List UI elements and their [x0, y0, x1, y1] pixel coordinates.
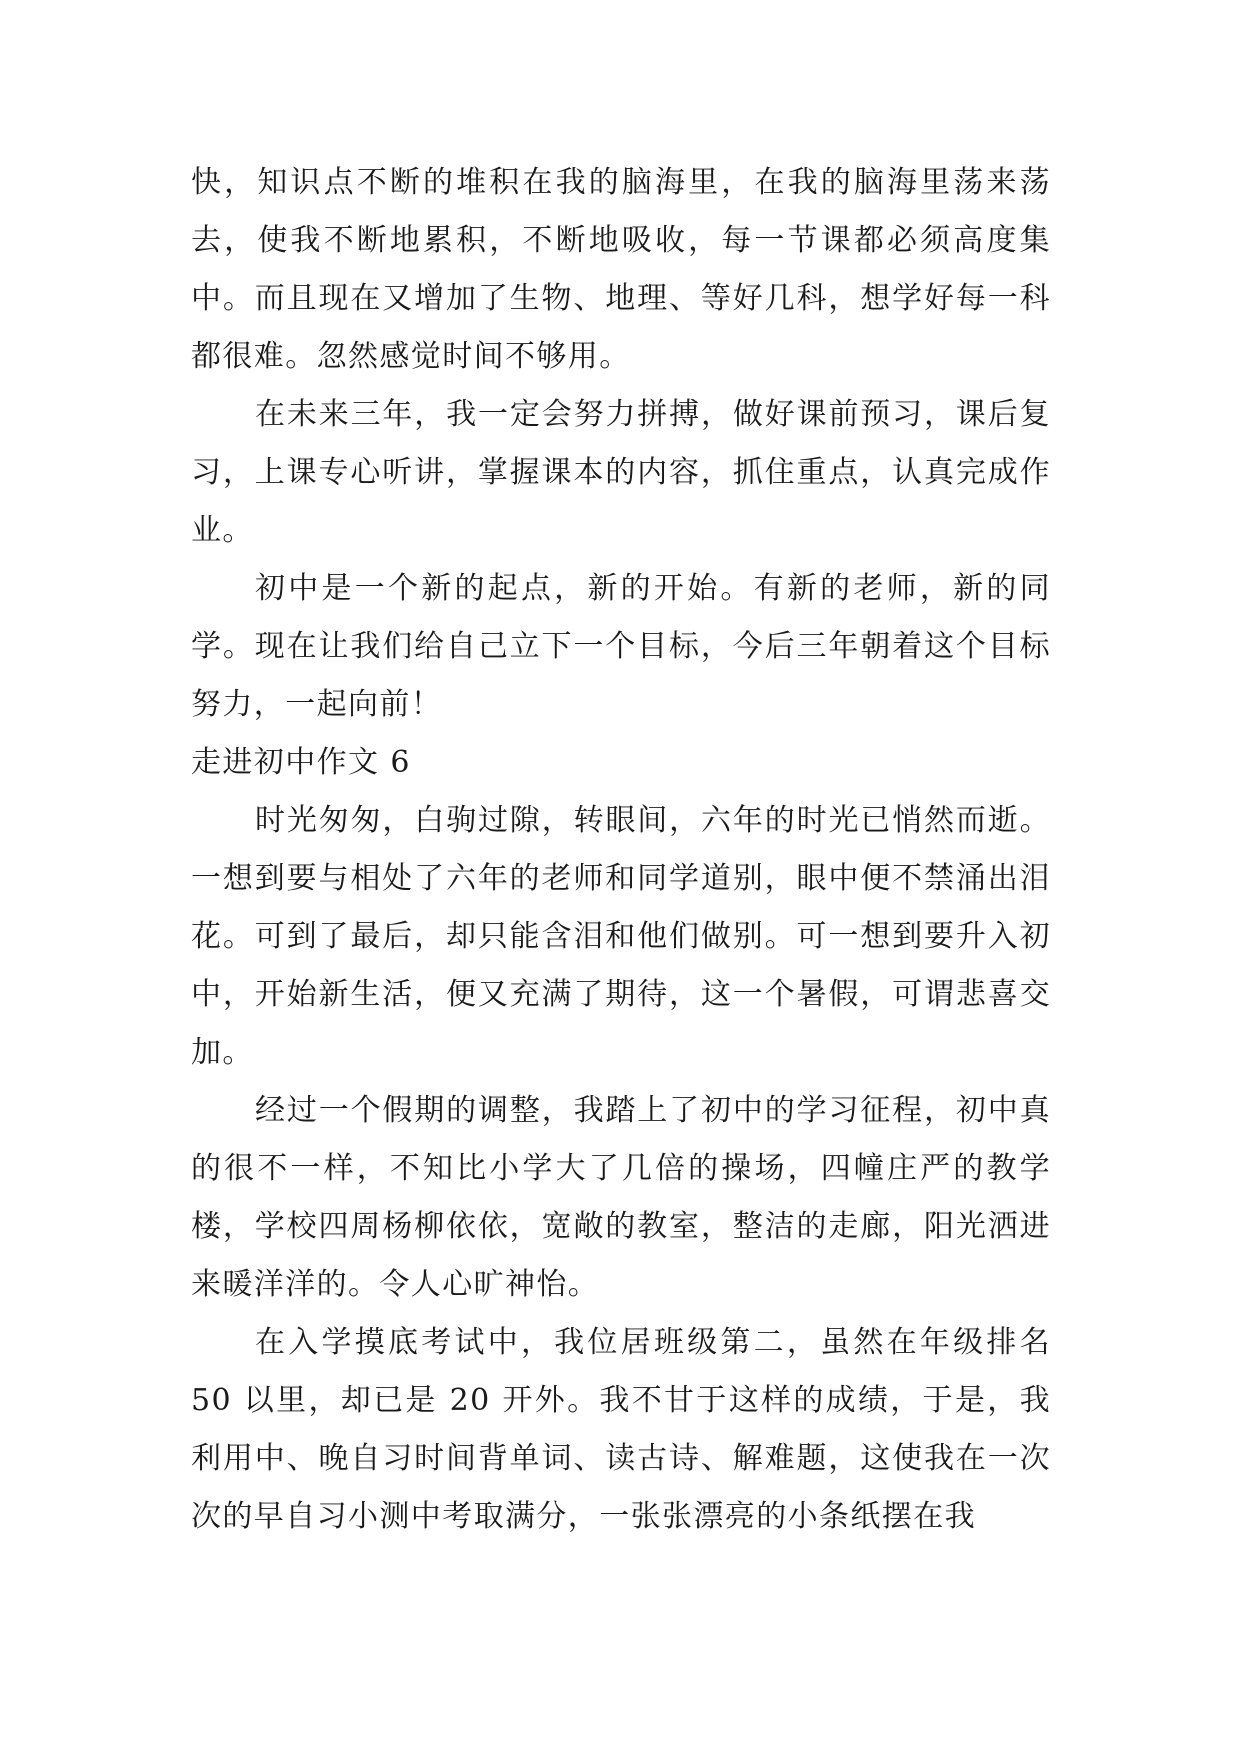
paragraph-future-plan: 在未来三年，我一定会努力拼搏，做好课前预习，课后复习，上课专心听讲，掌握课本的内容，抓住重点，认真完成作业。 [191, 397, 1051, 548]
document-body [191, 154, 1051, 1546]
paragraph-entrance-exam: 在入学摸底考试中，我位居班级第二，虽然在年级排名 50 以里，却已是 20 开外。我不甘于这样的成绩，于是，我利用中、晚自习时间背单词、读古诗、解难题，这使我在一次次的早自习小测中考取满分，一张张漂亮的小条纸摆在我 [191, 1325, 1051, 1534]
paragraph-time-passes: 时光匆匆，白驹过隙，转眼间，六年的时光已悄然而逝。一想到要与相处了六年的老师和同学道别，眼中便不禁涌出泪花。可到了最后，却只能含泪和他们做别。可一想到要升入初中，开始新生活，便又充满了期待，这一个暑假，可谓悲喜交加。 [191, 803, 1051, 1070]
paragraph-continuation: 快，知识点不断的堆积在我的脑海里，在我的脑海里荡来荡去，使我不断地累积，不断地吸收，每一节课都必须高度集中。而且现在又增加了生物、地理、等好几科，想学好每一科都很难。忽然感觉时间不够用。 [191, 165, 1051, 374]
paragraph-new-start: 初中是一个新的起点，新的开始。有新的老师，新的同学。现在让我们给自己立下一个目标，今后三年朝着这个目标努力，一起向前！ [191, 571, 1051, 722]
paragraph-new-school: 经过一个假期的调整，我踏上了初中的学习征程，初中真的很不一样，不知比小学大了几倍的操场，四幢庄严的教学楼，学校四周杨柳依依，宽敞的教室，整洁的走廊，阳光洒进来暖洋洋的。令人心旷神怡。 [191, 1093, 1051, 1302]
essay-heading: 走进初中作文 6 [191, 745, 411, 780]
